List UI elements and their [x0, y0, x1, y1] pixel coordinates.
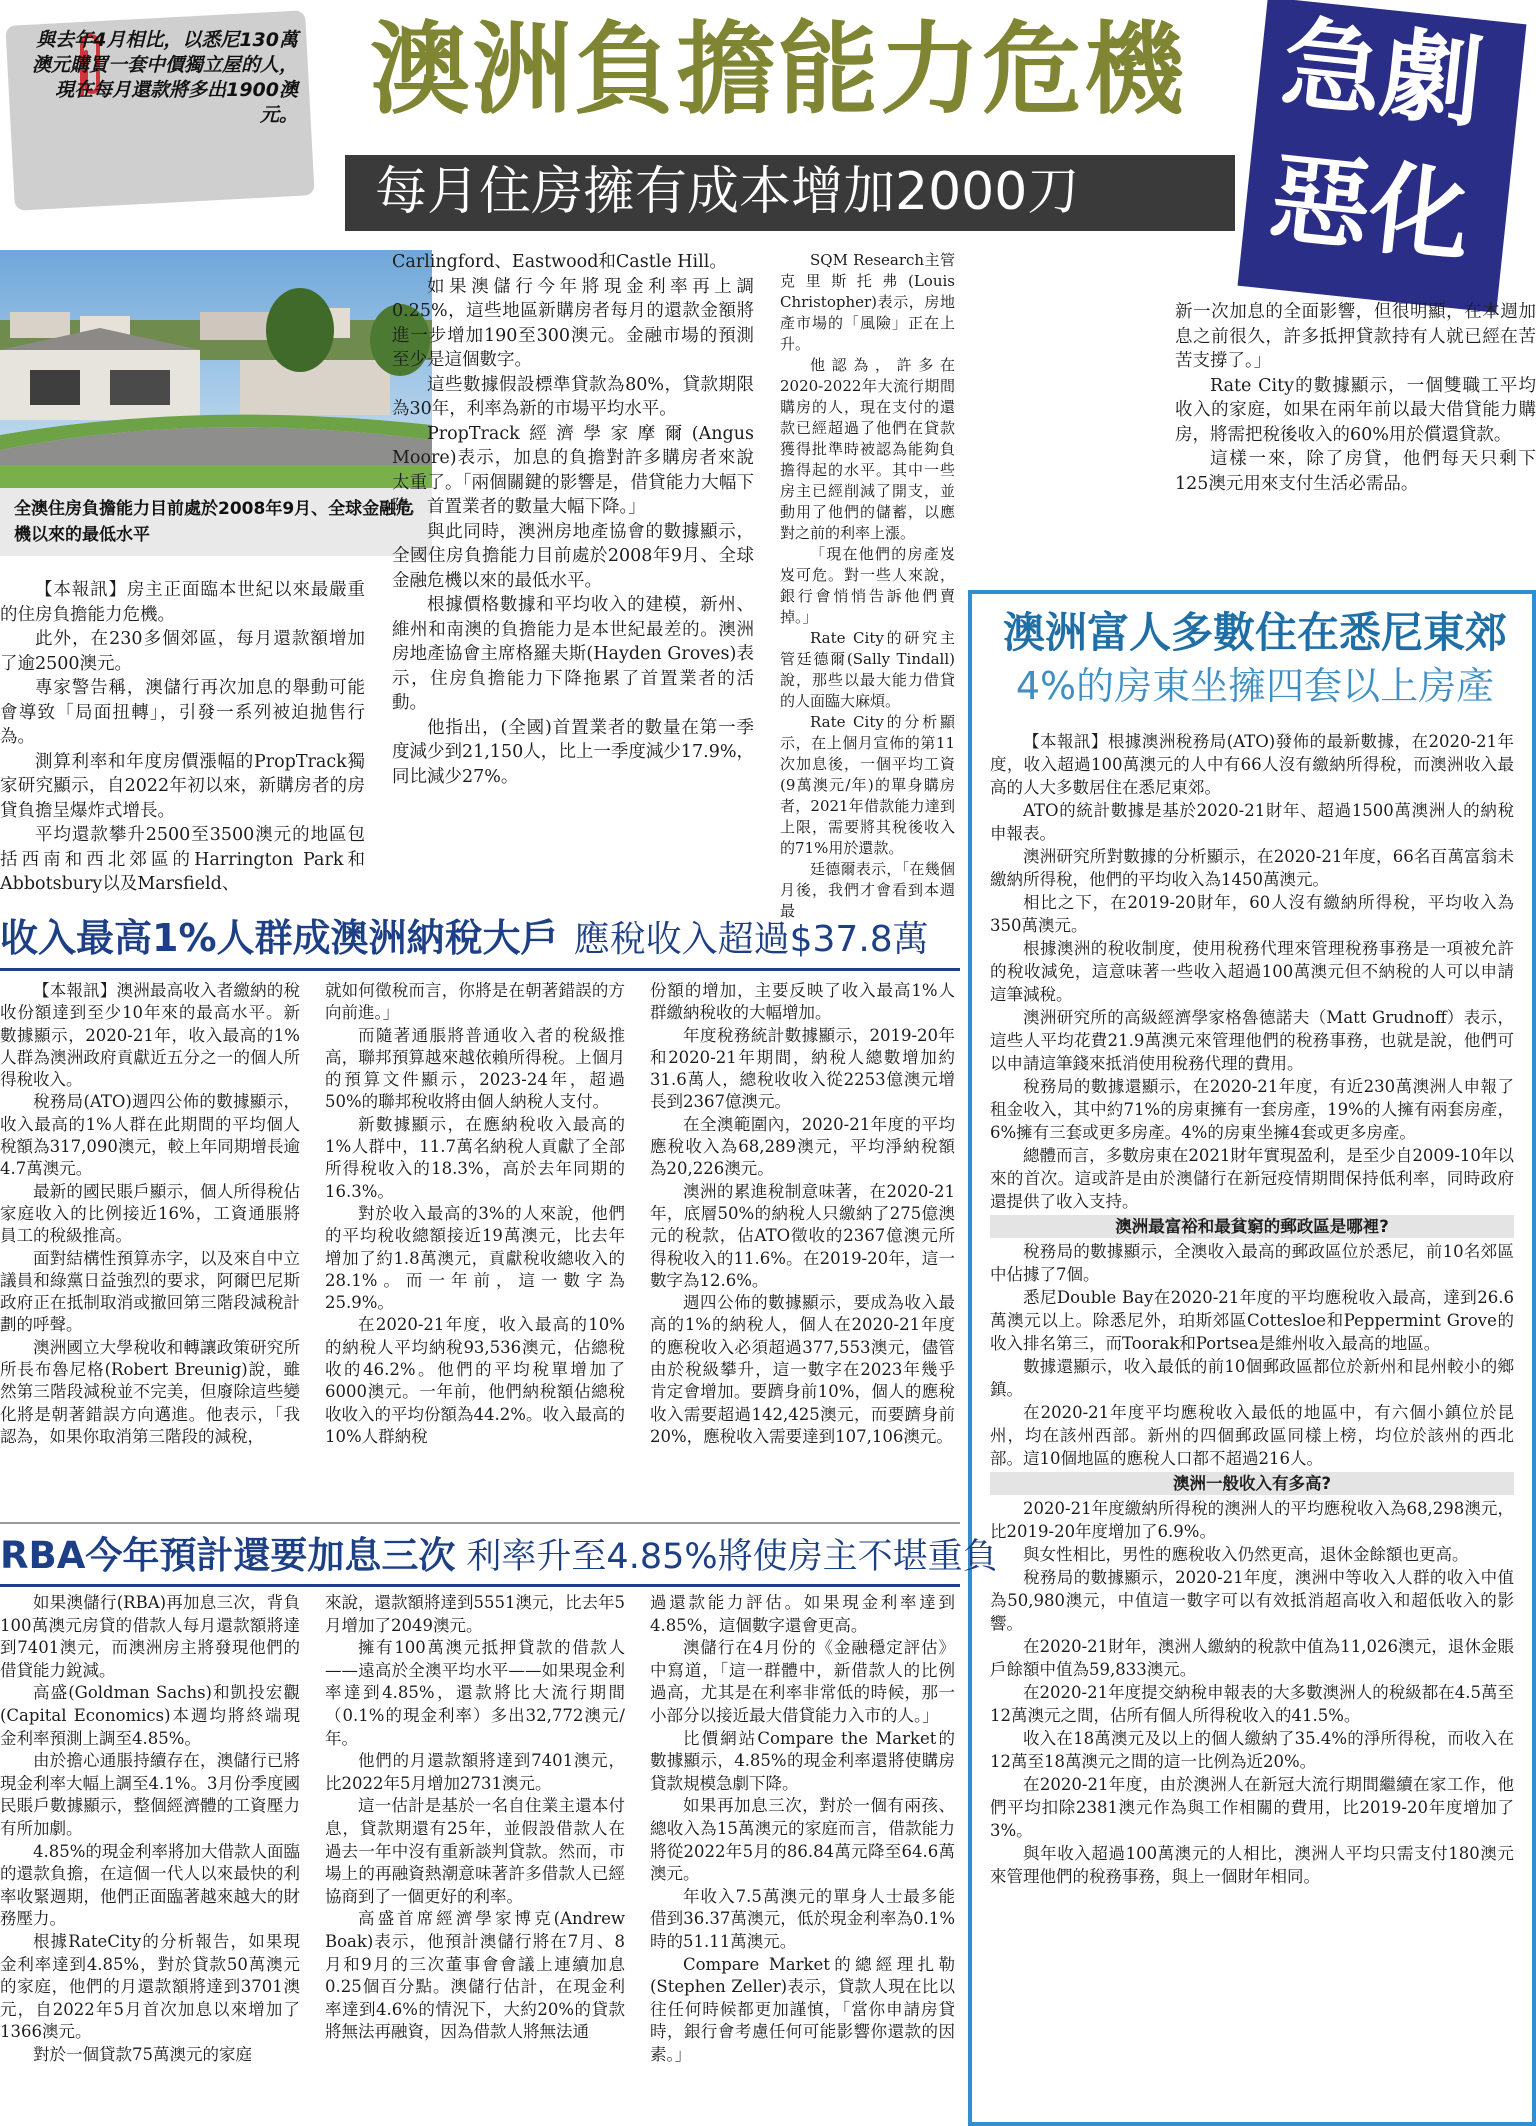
paragraph: 在2020-21年度提交納稅申報表的大多數澳洲人的稅級都在4.5萬至12萬澳元之間，佔所有個人所得稅收入的41.5%。 — [990, 1683, 1514, 1725]
paragraph: 這一估計是基於一名自住業主還本付息，貸款期還有25年，並假設借款人在過去一年中沒有重新談判貸款。然而，市場上的再融資熱潮意味著許多借款人已經協商到了一個更好的利率。 — [325, 1796, 625, 1906]
paragraph: 【本報訊】房主正面臨本世紀以來最嚴重的住房負擔能力危機。 — [0, 580, 365, 625]
story1-column-1 — [0, 578, 365, 904]
sidebar-body — [990, 730, 1514, 2115]
paragraph: 年度稅務統計數據顯示，2019-20年和2020-21年期間，納稅人總數增加約31.6萬人，總稅收收入從2253億澳元增長到2367億澳元。 — [650, 1025, 955, 1112]
paragraph: 根據澳洲的稅收制度，使用稅務代理來管理稅務事務是一項被允許的稅收減免，這意味著一些收入超過100萬澳元但不納稅的人可以申請這筆減稅。 — [990, 939, 1514, 1004]
pull-quote-text: 與去年4月相比，以悉尼130萬澳元購買一套中價獨立屋的人，現在每月還款將多出1900澳元。 — [31, 29, 298, 126]
paragraph: 週四公佈的數據顯示，要成為收入最高的1%的納稅人，個人在2020-21年度的應稅收入必須超過377,553澳元，儘管由於稅級攀升，這一數字在2023年幾乎肯定會增加。要躋身前10%，個人的應稅收入需要超過142,425澳元，而要躋身前20%，應稅收入需要達到107,106澳元。 — [650, 1293, 955, 1446]
paragraph: 澳洲研究所的高級經濟學家格魯德諾夫（Matt Grudnoff）表示，這些人平均花費21.9萬澳元來管理他們的稅務事務，也就是說，他們可以申請這筆錢來抵消使用稅務代理的費用。 — [990, 1008, 1514, 1073]
story3-rule — [0, 1584, 960, 1587]
paragraph: 與年收入超過100萬澳元的人相比，澳洲人平均只需支付180澳元來管理他們的稅務事務，與上一個財年相同。 — [990, 1844, 1514, 1886]
paragraph: 「現在他們的房產岌岌可危。對一些人來說，銀行會悄悄告訴他們賣掉。」 — [780, 545, 955, 626]
paragraph: 相比之下，在2019-20財年，60人沒有繳納所得稅，平均收入為350萬澳元。 — [990, 893, 1514, 935]
story2-rule — [0, 968, 960, 971]
paragraph: 在2020-21年度，收入最高的10%的納稅人平均納稅93,536澳元，佔總稅收的46.2%。他們的平均稅單增加了6000澳元。一年前，他們納稅額佔總稅收收入的平均份額為44.2%。收入最高的10%人群納稅 — [325, 1315, 625, 1446]
paragraph: 就如何徵稅而言，你將是在朝著錯誤的方向前進。」 — [325, 981, 625, 1023]
paragraph: 他認為，許多在2020-2022年大流行期間購房的人，現在支付的還款已經超過了他們在貸款獲得批準時被認為能夠負擔得起的水平。其中一些房主已經削減了開支，並動用了他們的儲蓄，以應對之前的利率上漲。 — [780, 356, 955, 542]
paragraph: 高盛(Goldman Sachs)和凱投宏觀(Capital Economics)本週均將終端現金利率預測上調至4.85%。 — [0, 1683, 300, 1748]
story2-headline — [0, 910, 960, 968]
paragraph: 他們的月還款額將達到7401澳元，比2022年5月增加2731澳元。 — [325, 1751, 625, 1793]
paragraph: 平均還款攀升2500至3500澳元的地區包括西南和西北郊區的Harrington Park和Abbotsbury以及Marsfield、 — [0, 825, 365, 894]
paragraph: 稅務局的數據顯示，全澳收入最高的郵政區位於悉尼，前10名郊區中佔據了7個。 — [990, 1242, 1514, 1284]
paragraph: 由於擔心通脹持續存在，澳儲行已將現金利率大幅上調至4.1%。3月份季度國民賬戶數據顯示，整個經濟體的工資壓力有所加劇。 — [0, 1751, 300, 1838]
paragraph: 而隨著通脹將普通收入者的稅級推高，聯邦預算越來越依賴所得稅。上個月的預算文件顯示，2023-24年，超過50%的聯邦稅收將由個人納稅人支付。 — [325, 1025, 625, 1112]
paragraph: 擁有100萬澳元抵押貸款的借款人——遠高於全澳平均水平——如果現金利率達到4.85%，還款將比大流行期間（0.1%的現金利率）多出32,772澳元/年。 — [325, 1638, 625, 1748]
banner-word-1: 急劇 — [1276, 4, 1488, 143]
story3-headline — [0, 1528, 998, 1585]
paragraph: 在2020-21財年，澳洲人繳納的稅款中值為11,026澳元，退休金賬戶餘額中值為59,833澳元。 — [990, 1637, 1514, 1679]
paragraph: 總體而言，多數房東在2021財年實現盈利，是至少自2009-10年以來的首次。這或許是由於澳儲行在新冠疫情期間保持低利率，同時政府還提供了收入支持。 — [990, 1146, 1514, 1211]
paragraph: 這些數據假設標準貸款為80%，貸款期限為30年，利率為新的市場平均水平。 — [392, 374, 754, 419]
story3-top-rule — [0, 1522, 960, 1524]
story1-column-2 — [392, 250, 754, 904]
paragraph: 最新的國民賬戶顯示，個人所得稅佔家庭收入的比例接近16%，工資通脹將員工的稅級推高。 — [0, 1181, 300, 1246]
page-title: 澳洲負擔能力危機 — [370, 11, 1186, 128]
paragraph: 如果澳儲行今年將現金利率再上調0.25%，這些地區新購房者每月的還款金額將進一步增加190至300澳元。金融市場的預測至少是這個數字。 — [392, 276, 754, 370]
paragraph: 在全澳範圍內，2020-21年度的平均應稅收入為68,289澳元，平均淨納稅額為20,226澳元。 — [650, 1114, 955, 1179]
paragraph: 稅務局的數據還顯示，在2020-21年度，有近230萬澳洲人申報了租金收入，其中約71%的房東擁有一套房產，19%的人擁有兩套房產，6%擁有三套或更多房產。4%的房東坐擁4套或更多房產。 — [990, 1077, 1514, 1142]
page-subtitle: 每月住房擁有成本增加2000刀 — [375, 162, 1080, 222]
paragraph: 如果澳儲行(RBA)再加息三次，背負100萬澳元房貸的借款人每月還款額將達到7401澳元，而澳洲房主將發現他們的借貸能力銳減。 — [0, 1593, 300, 1680]
paragraph: 測算利率和年度房價漲幅的PropTrack獨家研究顯示，自2022年初以來，新購房者的房貸負擔呈爆炸式增長。 — [0, 751, 365, 821]
suburb-photo — [0, 250, 432, 488]
paragraph: 新一次加息的全面影響，但很明顯，在本週加息之前很久，許多抵押貸款持有人就已經在苦苦支撐了。」 — [1175, 302, 1536, 371]
story3-column-2 — [325, 1592, 625, 2126]
paragraph: 專家警告稱，澳儲行再次加息的舉動可能會導致「局面扭轉」，引發一系列被迫拋售行為。 — [0, 678, 365, 747]
story3-headline-sub: 利率升至4.85%將使房主不堪重負 — [466, 1537, 998, 1577]
story2-headline-sub: 應稅收入超過$37.8萬 — [573, 919, 929, 960]
paragraph: 他指出，(全國)首置業者的數量在第一季度減少到21,150人，比上一季度減少17.9%，同比減少27%。 — [392, 717, 754, 787]
paragraph: 澳洲國立大學稅收和轉讓政策研究所所長布魯尼格(Robert Breunig)說，雖然第三階段減稅並不完美，但廢除這些變化將是朝著錯誤方向邁進。他表示，「我認為，如果你取消第三階段的減稅， — [0, 1337, 300, 1446]
paragraph: 年收入7.5萬澳元的單身人士最多能借到36.37萬澳元，低於現金利率為0.1%時的51.11萬澳元。 — [650, 1886, 955, 1951]
story2-headline-main: 收入最高1%人群成澳洲納稅大戶 — [0, 916, 559, 960]
paragraph: 數據還顯示，收入最低的前10個郵政區都位於新州和昆州較小的鄉鎮。 — [990, 1357, 1514, 1399]
paragraph: 與此同時，澳洲房地產協會的數據顯示，全國住房負擔能力目前處於2008年9月、全球金融危機以來的最低水平。 — [392, 521, 754, 591]
paragraph: 稅務局(ATO)週四公佈的數據顯示，收入最高的1%人群在此期間的平均個人稅額為317,090澳元，較上年同期增長逾4.7萬澳元。 — [0, 1092, 300, 1179]
paragraph: 2020-21年度繳納所得稅的澳洲人的平均應稅收入為68,298澳元，比2019-20年度增加了6.9%。 — [990, 1499, 1514, 1541]
paragraph: Rate City的研究主管廷德爾(Sally Tindall)說，那些以最大能力借貸的人面臨大麻煩。 — [780, 629, 955, 710]
story1-column-4 — [1175, 300, 1536, 580]
paragraph: 過還款能力評估。如果現金利率達到4.85%，這個數字還會更高。 — [650, 1593, 955, 1635]
paragraph: 澳洲研究所對數據的分析顯示，在2020-21年度，66名百萬富翁未繳納所得稅，他們的平均收入為1450萬澳元。 — [990, 847, 1514, 889]
paragraph: 比價網站Compare the Market的數據顯示，4.85%的現金利率還將使購房貸款規模急劇下降。 — [650, 1728, 955, 1793]
story2-column-1 — [0, 980, 300, 1518]
paragraph: 新數據顯示，在應納稅收入最高的1%人群中，11.7萬名納稅人貢獻了全部所得稅收入的18.3%，高於去年同期的16.3%。 — [325, 1114, 625, 1201]
paragraph: Carlingford、Eastwood和Castle Hill。 — [392, 252, 727, 272]
paragraph: 收入在18萬澳元及以上的個人繳納了35.4%的淨所得稅，而收入在12萬至18萬澳元之間的這一比例為近20%。 — [990, 1729, 1514, 1771]
story3-column-3 — [650, 1592, 955, 2126]
paragraph: ATO的統計數據是基於2020-21財年、超過1500萬澳洲人的納稅申報表。 — [990, 801, 1514, 843]
paragraph: 高盛首席經濟學家博克(Andrew Boak)表示，他預計澳儲行將在7月、8月和9月的三次董事會會議上連續加息0.25個百分點。澳儲行估計，在現金利率達到4.6%的情況下，大約20%的貸款將無法再融資，因為借款人將無法通 — [325, 1909, 625, 2042]
paragraph: 根據價格數據和平均收入的建模，新州、維州和南澳的負擔能力是本世紀最差的。澳洲房地產協會主席格羅夫斯(Hayden Groves)表示，住房負擔能力下降拖累了首置業者的活動。 — [392, 595, 754, 713]
paragraph: 對於一個貸款75萬澳元的家庭 — [33, 2044, 252, 2064]
paragraph: 與女性相比，男性的應稅收入仍然更高，退休金餘額也更高。 — [1023, 1545, 1469, 1564]
sidebar-subheadline: 4%的房東坐擁四套以上房產 — [1015, 664, 1495, 708]
paragraph: Compare Market的總經理扎勒(Stephen Zeller)表示，貸款人現在比以往任何時候都更加謹慎，「當你申請房貸時，銀行會考慮任何可能影響你還款的因素。」 — [650, 1954, 955, 2064]
paragraph: 根據RateCity的分析報告，如果現金利率達到4.85%，對於貸款50萬澳元的家庭，他們的月還款額將達到3701澳元，自2022年5月首次加息以來增加了1366澳元。 — [0, 1931, 300, 2042]
paragraph: 如果再加息三次，對於一個有兩孩、總收入為15萬澳元的家庭而言，借款能力將從2022年5月的86.84萬元降至64.6萬澳元。 — [650, 1796, 955, 1884]
paragraph: 稅務局的數據顯示，2020-21年度，澳洲中等收入人群的收入中值為50,980澳元，中值這一數字可以有效抵消超高收入和超低收入的影響。 — [990, 1568, 1514, 1633]
story3-headline-main: RBA今年預計還要加息三次 — [0, 1534, 456, 1577]
sidebar-subhead-income: 澳洲一般收入有多高? — [990, 1472, 1514, 1495]
paragraph: 澳洲的累進稅制意味著，在2020-21年，底層50%的納稅人只繳納了275億澳元的稅款，佔ATO徵收的2367億澳元所得稅收入的11.6%。在2019-20年，這一數字為12.6%。 — [650, 1181, 955, 1290]
paragraph: 4.85%的現金利率將加大借款人面臨的還款負擔，在這個一代人以來最快的利率收緊週期，他們正面臨著越來越大的財務壓力。 — [0, 1841, 300, 1929]
paragraph: 來說，還款額將達到5551澳元，比去年5月增加了2049澳元。 — [325, 1593, 625, 1635]
story1-column-3 — [780, 250, 955, 920]
paragraph: Rate City的數據顯示，一個雙職工平均收入的家庭，如果在兩年前以最大借貸能力購房，將需把稅後收入的60%用於償還貸款。 — [1175, 375, 1536, 445]
paragraph: 在2020-21年度，由於澳洲人在新冠大流行期間繼續在家工作，他們平均扣除2381澳元作為與工作相關的費用，比2019-20年度增加了3%。 — [990, 1775, 1514, 1840]
paragraph: 悉尼Double Bay在2020-21年度的平均應稅收入最高，達到26.6萬澳元以上。除悉尼外，珀斯郊區Cottesloe和Peppermint Grove的收入排名第三，而Toorak和Portsea是維州收入最高的地區。 — [990, 1288, 1514, 1353]
paragraph: 面對結構性預算赤字，以及來自中立議員和綠黨日益強烈的要求，阿爾巴尼斯政府正在抵制取消或撤回第三階段減稅計劃的呼聲。 — [0, 1248, 300, 1335]
paragraph: 【本報訊】澳洲最高收入者繳納的稅收份額達到至少10年來的最高水平。新數據顯示，2020-21年，收入最高的1%人群為澳洲政府貢獻近五分之一的個人所得稅收入。 — [0, 981, 300, 1090]
story2-column-3 — [650, 980, 955, 1518]
paragraph: 澳儲行在4月份的《金融穩定評估》中寫道，「這一群體中，新借款人的比例過高，尤其是在利率非常低的時候，那一小部分以接近最大借貸能力入市的人。」 — [650, 1638, 955, 1725]
paragraph: 對於收入最高的3%的人來說，他們的平均稅收總額接近19萬澳元，比去年增加了約1.8萬澳元，貢獻稅收總收入的28.1%。而一年前，這一數字為25.9%。 — [325, 1203, 625, 1313]
sidebar-subhead-postcodes: 澳洲最富裕和最貧窮的郵政區是哪裡? — [990, 1215, 1514, 1238]
paragraph: 【本報訊】根據澳洲稅務局(ATO)發佈的最新數據，在2020-21年度，收入超過100萬澳元的人中有66人沒有繳納所得稅，而澳洲收入最高的人大多數居住在悉尼東郊。 — [990, 732, 1514, 797]
paragraph: SQM Research主管克里斯托弗(Louis Christopher)表示，房地產市場的「風險」正在上升。 — [780, 251, 955, 353]
paragraph: 此外，在230多個郊區，每月還款額增加了逾2500澳元。 — [0, 629, 365, 674]
paragraph: PropTrack經濟學家摩爾(Angus Moore)表示，加息的負擔對許多購房者來說太重了。「兩個關鍵的影響是，借貸能力大幅下降，首置業者的數量大幅下降。」 — [392, 423, 754, 517]
story3-column-1 — [0, 1592, 300, 2126]
photo-caption: 全澳住房負擔能力目前處於2008年9月、全球金融危機以來的最低水平 — [14, 499, 414, 545]
story2-column-2 — [325, 980, 625, 1518]
banner-word-2: 惡化 — [1264, 138, 1476, 277]
paragraph: 在2020-21年度平均應稅收入最低的地區中，有六個小鎮位於昆州，均在該州西部。新州的四個郵政區同樣上榜，均位於該州的西北部。這10個地區的應稅人口都不超過216人。 — [990, 1403, 1514, 1468]
paragraph: Rate City的分析顯示，在上個月宣佈的第11次加息後，一個平均工資(9萬澳元/年)的單身購房者，2021年借款能力達到上限，需要將其稅後收入的71%用於還款。 — [780, 713, 955, 857]
paragraph: 份額的增加，主要反映了收入最高1%人群繳納稅收的大幅增加。 — [650, 981, 955, 1023]
paragraph: 這樣一來，除了房貸，他們每天只剩下125澳元用來支付生活必需品。 — [1175, 449, 1536, 494]
sidebar-headline: 澳洲富人多數住在悉尼東郊 — [1002, 608, 1507, 657]
paragraph: 廷德爾表示，「在幾個月後，我們才會看到本週最 — [780, 860, 955, 920]
